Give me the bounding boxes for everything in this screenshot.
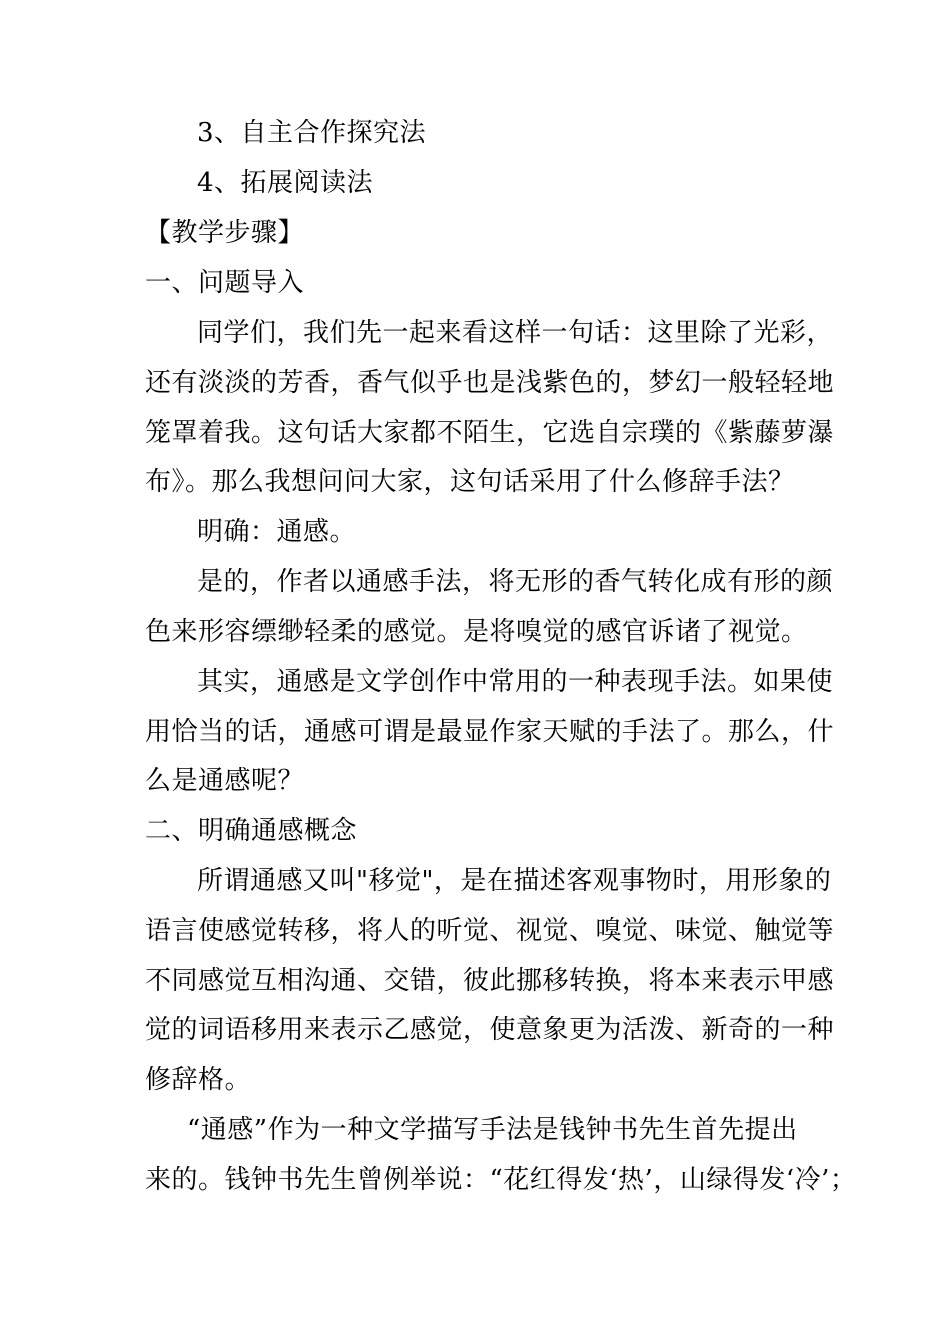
method-item-3: 3、自主合作探究法: [197, 118, 427, 148]
paragraph-line: 觉的词语移用来表示乙感觉，使意象更为活泼、新奇的一种: [145, 1015, 835, 1045]
section-heading-2: 二、明确通感概念: [145, 816, 358, 846]
paragraph-line: 明确：通感。: [197, 517, 357, 547]
paragraph-line: 布》。那么我想问问大家，这句话采用了什么修辞手法？: [145, 467, 795, 497]
paragraph-line: 来的。钱钟书先生曾例举说：“花红得发‘热’，山绿得发‘冷’；: [145, 1165, 857, 1195]
section-heading-1: 一、问题导入: [145, 268, 305, 298]
paragraph-line: 同学们，我们先一起来看这样一句话：这里除了光彩，: [197, 318, 834, 348]
paragraph-line: 色来形容缥缈轻柔的感觉。是将嗅觉的感官诉诸了视觉。: [145, 617, 808, 647]
paragraph-line: 么是通感呢？: [145, 766, 305, 796]
section-heading-teaching-steps: 【教学步骤】: [145, 218, 305, 248]
paragraph-line: 用恰当的话，通感可谓是最显作家天赋的手法了。那么，什: [145, 717, 835, 747]
method-item-4: 4、拓展阅读法: [197, 168, 374, 198]
paragraph-line: 语言使感觉转移，将人的听觉、视觉、嗅觉、味觉、触觉等: [145, 916, 835, 946]
paragraph-line: 其实，通感是文学创作中常用的一种表现手法。如果使: [197, 667, 834, 697]
paragraph-line: 笼罩着我。这句话大家都不陌生，它选自宗璞的《紫藤萝瀑: [145, 418, 835, 448]
paragraph-line: 所谓通感又叫"移觉"，是在描述客观事物时，用形象的: [197, 866, 832, 896]
paragraph-line: “通感”作为一种文学描写手法是钱钟书先生首先提出: [187, 1115, 798, 1145]
paragraph-line: 还有淡淡的芳香，香气似乎也是浅紫色的，梦幻一般轻轻地: [145, 368, 835, 398]
paragraph-line: 是的，作者以通感手法，将无形的香气转化成有形的颜: [197, 567, 834, 597]
paragraph-line: 修辞格。: [145, 1065, 252, 1095]
paragraph-line: 不同感觉互相沟通、交错，彼此挪移转换，将本来表示甲感: [145, 966, 835, 996]
